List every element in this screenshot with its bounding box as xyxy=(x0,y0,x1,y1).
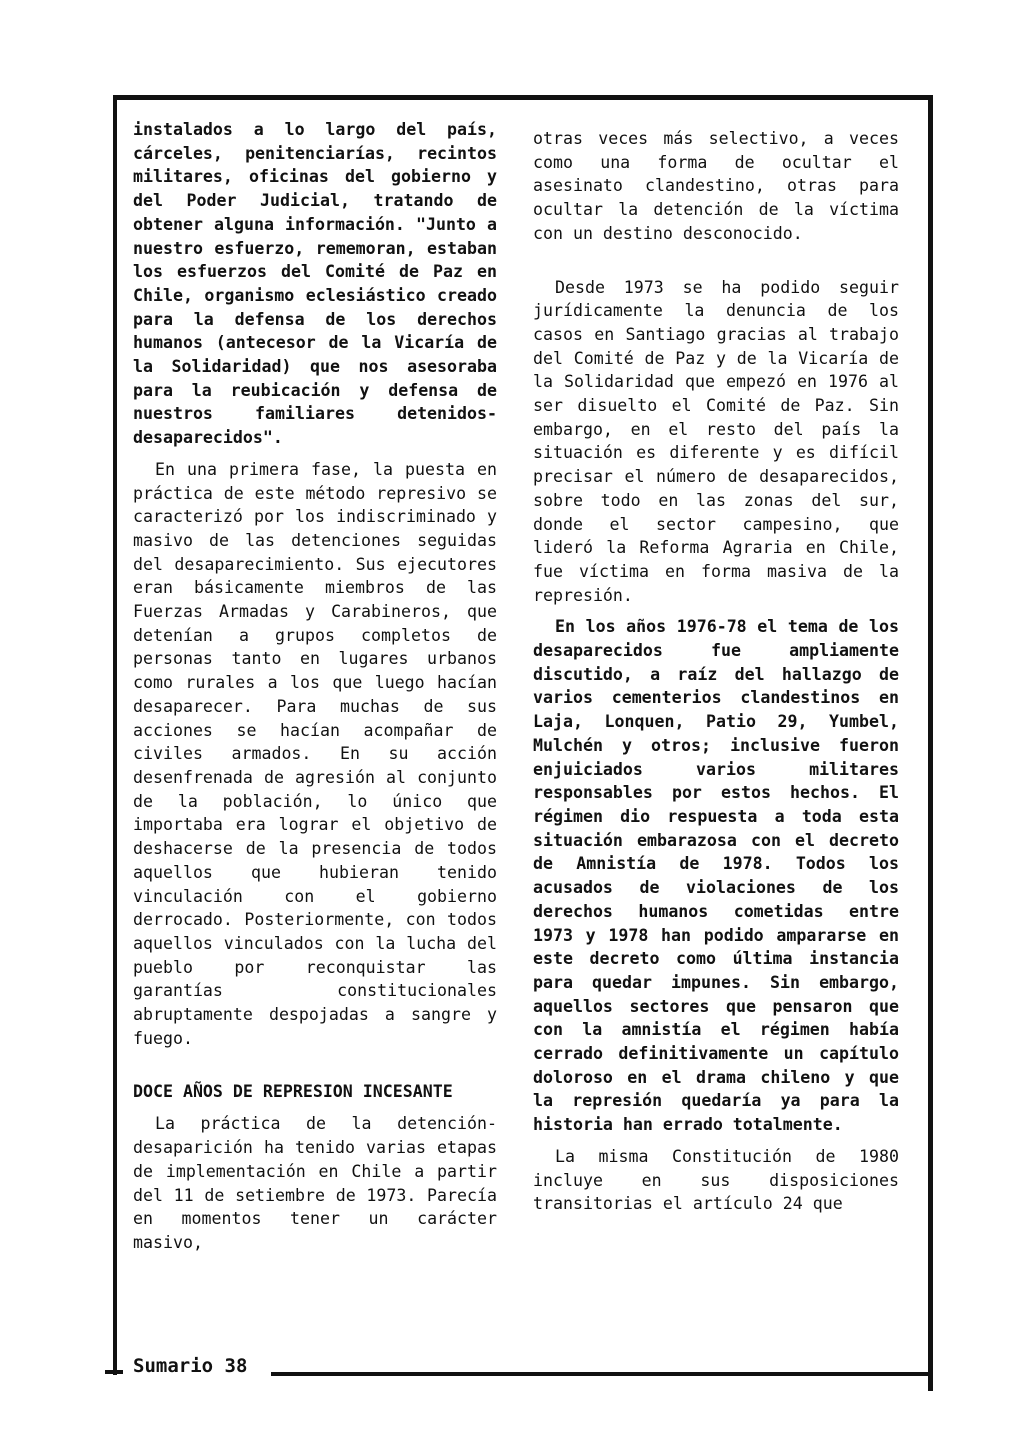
frame-left-rule xyxy=(113,95,117,1375)
right-column xyxy=(533,127,899,1216)
right-paragraph-1: otras veces más selectivo, a veces como una forma de ocultar el asesinato clandestino, otras para ocultar la detención de la víctima con un destino desconocido. xyxy=(533,129,899,243)
frame-right-rule xyxy=(928,95,933,1391)
right-paragraph-3: En los años 1976-78 el tema de los desaparecidos fue ampliamente discutido, a raíz del hallazgo de varios cementerios clandestinos en Laja, Lonquen, Patio 29, Yumbel, Mulchén y otros; inclusive fueron enjuiciados varios militares responsables por estos hechos. El régimen dio respuesta a toda esta situación embarazosa con el decreto de Amnistía de 1978. Todos los acusados de violaciones de los derechos humanos cometidas entre 1973 y 1978 han podido ampararse en este decreto como última instancia para quedar impunes. Sin embargo, aquellos sectores que pensaron que con la amnistía el régimen había cerrado definitivamente un capítulo doloroso en el drama chileno y que la represión quedaría ya para la historia han errado totalmente. xyxy=(533,617,899,1135)
footer-dash xyxy=(105,1370,123,1374)
left-paragraph-1: instalados a lo largo del país, cárceles, penitenciarías, recintos militares, oficinas del gobierno y del Poder Judicial, tratando de obtener alguna información. "Junto a nuestro esfuerzo, rememoran, estaban los esfuerzos del Comité de Paz en Chile, organismo eclesiástico creado para la defensa de los derechos humanos (antecesor de la Vicaría de la Solidaridad) que nos asesoraba para la reubicación y defensa de nuestros familiares detenidos-desaparecidos". xyxy=(133,120,497,448)
right-paragraph-2: Desde 1973 se ha podido seguir jurídicamente la denuncia de los casos en Santiago gracias al trabajo del Comité de Paz y de la Vicaría de la Solidaridad que empezó en 1976 al ser disuelto el Comité de Paz. Sin embargo, en el resto del país la situación es diferente y es difícil precisar el número de desaparecidos, sobre todo en las zonas del sur, donde el sector campesino, que lideró la Reforma Agraria en Chile, fue víctima en forma masiva de la represión. xyxy=(533,277,899,605)
left-paragraph-2: En una primera fase, la puesta en práctica de este método represivo se caracterizó por los indiscriminado y masivo de las detenciones seguidas del desaparecimiento. Sus ejecutores eran básicamente miembros de las Fuerzas Armadas y Carabineros, que detenían a grupos completos de personas tanto en lugares urbanos como rurales a los que luego hacían desaparecer. Para muchas de sus acciones se hacían acompañar de civiles armados. En su acción desenfrenada de agresión al conjunto de la población, lo único que importaba era lograr el objetivo de deshacerse de la presencia de todos aquellos que hubieran tenido vinculación con el gobierno derrocado. Posteriormente, con todos aquellos vinculados con la lucha del pueblo por reconquistar las garantías constitucionales abruptamente despojadas a sangre y fuego. xyxy=(133,459,497,1048)
footer-magazine-name: Sumario xyxy=(133,1355,214,1377)
frame-bottom-rule xyxy=(271,1372,933,1376)
right-paragraph-4: La misma Constitución de 1980 incluye en sus disposiciones transitorias el artículo 24 que xyxy=(533,1146,899,1214)
page-footer xyxy=(133,1355,247,1377)
left-column xyxy=(133,118,497,1255)
section-heading: DOCE AÑOS DE REPRESION INCESANTE xyxy=(133,1082,453,1102)
footer-page-number: 38 xyxy=(224,1355,248,1377)
left-paragraph-3: La práctica de la detención-desaparición ha tenido varias etapas de implementación en Chile a partir del 11 de setiembre de 1973. Parecía en momentos tener un carácter masivo, xyxy=(133,1114,497,1252)
frame-top-rule xyxy=(113,95,933,100)
